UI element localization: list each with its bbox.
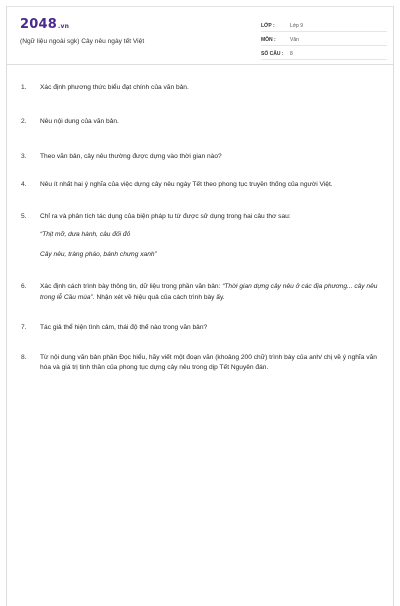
logo-tld: .vn [57,23,70,30]
question-item [21,323,383,333]
question-text-part: . Nhận xét về hiệu quả của cách trình bày ấy. [92,293,225,301]
worksheet-header [7,7,393,65]
question-text: Từ nội dung văn bản phần Đọc hiểu, hãy viết một đoạn văn (khoảng 200 chữ) trình bày của anh/ chị về ý nghĩa văn hóa và giá trị tinh thần của phong tục dựng cây nêu trong dịp Tết Nguyên đán. [40,354,377,372]
meta-row-count [261,47,387,60]
site-logo[interactable] [20,17,69,32]
meta-value: Văn [290,37,299,43]
question-text: Nêu ít nhất hai ý nghĩa của việc dựng cây nêu ngày Tết theo phong tục truyền thống của người Việt. [40,180,333,188]
question-text: Tác giả thể hiện tình cảm, thái độ thế nào trong văn bản? [40,323,208,331]
question-item [21,152,383,162]
meta-label: LỚP : [261,23,275,29]
question-text: Xác định phương thức biểu đạt chính của văn bản. [40,84,189,91]
meta-label: MÔN : [261,37,276,43]
question-number: 3. [21,153,27,161]
question-number: 1. [21,84,27,91]
question-number: 2. [21,118,27,126]
question-number: 5. [21,212,27,220]
question-text: Nêu nội dung của văn bản. [40,118,119,126]
meta-row-subject [261,33,387,46]
question-text: Chỉ ra và phân tích tác dụng của biện pháp tu từ được sử dụng trong hai câu thơ sau: [40,212,291,220]
logo-text: 2048 [20,17,57,32]
question-quote: “Thời gian dựng cây nêu ở các địa phương... cây nêu trong lễ Cầu mùa” [40,283,378,301]
worksheet-page [6,6,394,606]
document-title: (Ngữ liệu ngoài sgk) Cây nêu ngày tết Việt [20,38,145,45]
question-text-part: Xác định cách trình bày thông tin, dữ liệu trong phần văn bản: [40,283,223,291]
question-number: 4. [21,180,27,188]
question-item [21,180,383,190]
verse-line: “Thịt mỡ, dưa hành, câu đối đỏ [40,231,131,239]
meta-value: 8 [290,51,293,57]
question-text [40,282,383,302]
meta-value: Lớp 9 [290,23,304,29]
question-number: 7. [21,323,27,331]
meta-label: SỐ CÂU : [261,51,284,57]
question-text: Theo văn bản, cây nêu thường được dựng vào thời gian nào? [40,153,222,161]
question-item [21,353,383,373]
question-item [21,83,383,93]
question-item [21,282,383,302]
question-item [21,212,383,261]
question-number: 6. [21,283,27,291]
question-item [21,117,383,127]
question-number: 8. [21,354,27,362]
meta-row-class [261,19,387,32]
question-list [21,83,383,373]
verse-line: Cây nêu, tràng pháo, bánh chưng xanh” [40,251,157,259]
meta-info [261,19,387,61]
